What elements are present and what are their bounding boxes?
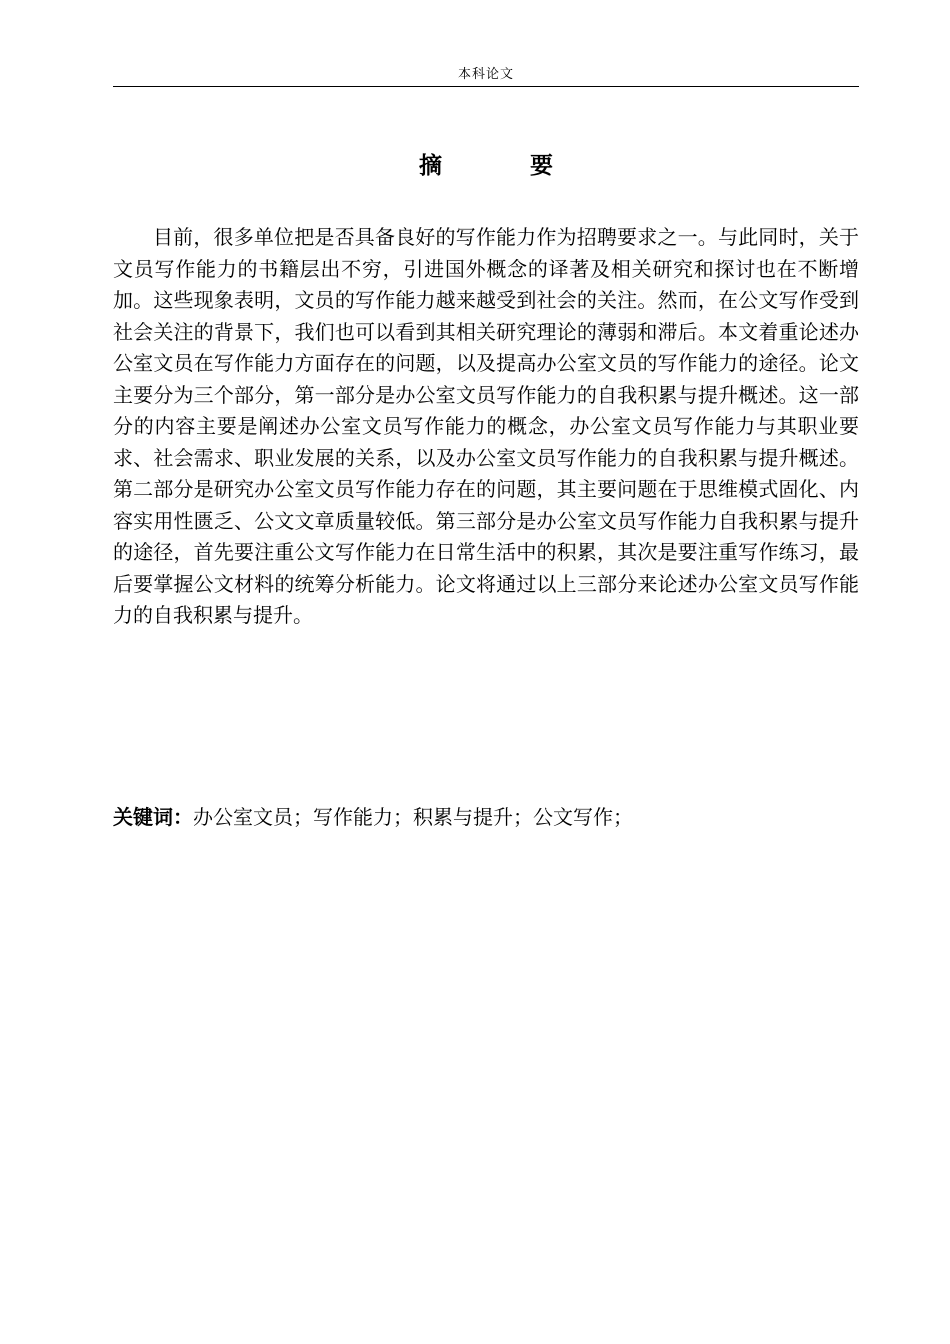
abstract-body: 目前，很多单位把是否具备良好的写作能力作为招聘要求之一。与此同时，关于文员写作能力的书籍层出不穷，引进国外概念的译著及相关研究和探讨也在不断增加。这些现象表明，文员的写作能力越来越受到社会的关注。然而，在公文写作受到社会关注的背景下，我们也可以看到其相关研究理论的薄弱和滞后。本文着重论述办公室文员在写作能力方面存在的问题，以及提高办公室文员的写作能力的途径。论文主要分为三个部分，第一部分是办公室文员写作能力的自我积累与提升概述。这一部分的内容主要是阐述办公室文员写作能力的概念，办公室文员写作能力与其职业要求、社会需求、职业发展的关系，以及办公室文员写作能力的自我积累与提升概述。第二部分是研究办公室文员写作能力存在的问题，其主要问题在于思维模式固化、内容实用性匮乏、公文文章质量较低。第三部分是办公室文员写作能力自我积累与提升的途径，首先要注重公文写作能力在日常生活中的积累，其次是要注重写作练习，最后要掌握公文材料的统筹分析能力。论文将通过以上三部分来论述办公室文员写作能力的自我积累与提升。: [113, 225, 859, 627]
keywords-label: 关键词：: [113, 805, 193, 829]
keywords-line: [113, 802, 859, 833]
running-header: 本科论文: [457, 67, 514, 82]
header-rule: [113, 86, 859, 87]
abstract-title: 摘 要: [418, 153, 593, 179]
keywords-value: 办公室文员；写作能力；积累与提升；公文写作；: [193, 805, 633, 829]
